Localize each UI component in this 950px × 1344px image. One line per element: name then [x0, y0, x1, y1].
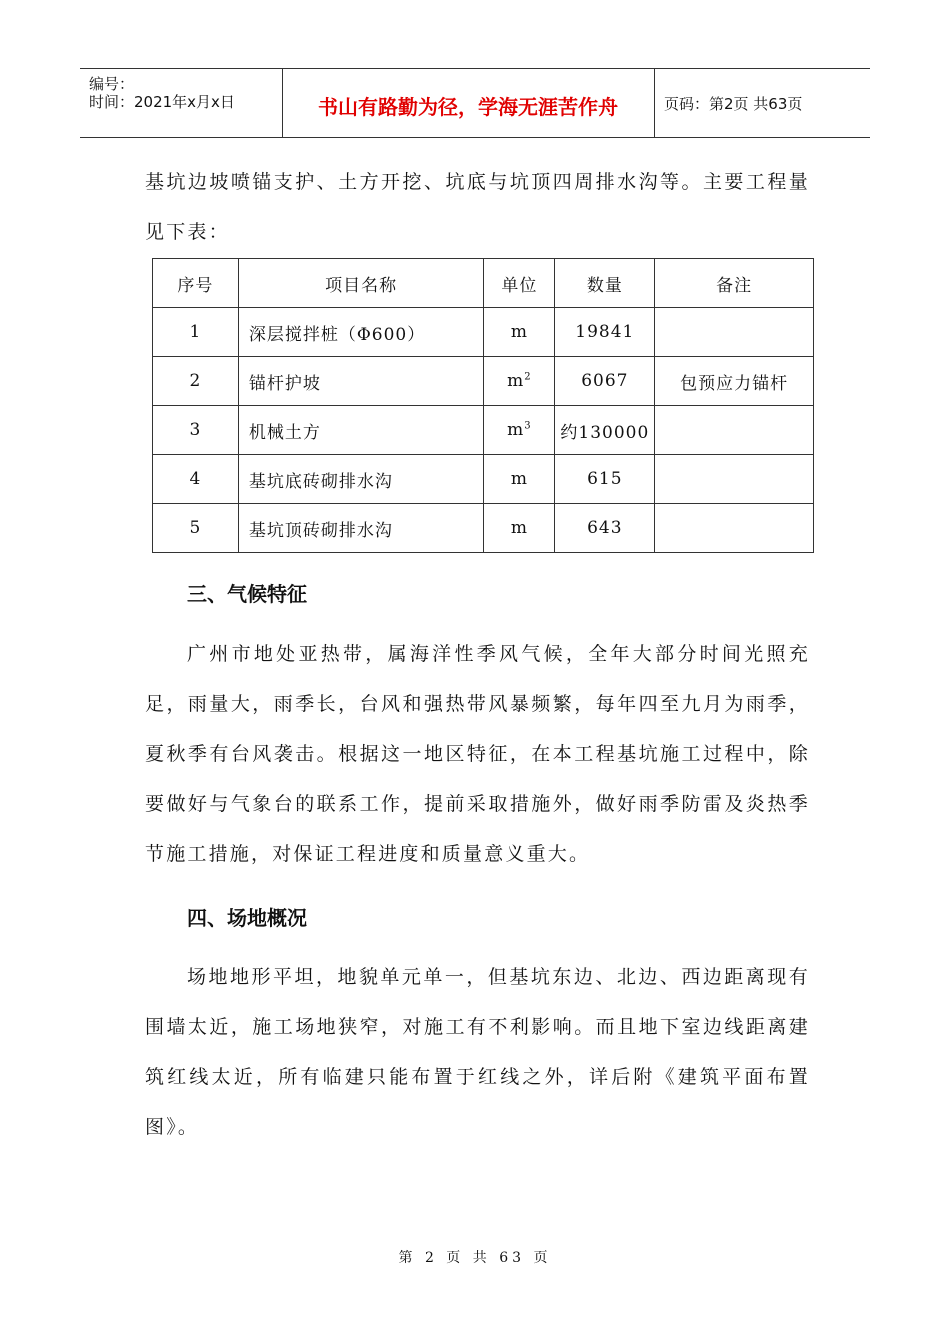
- cell-qty: 6067: [555, 357, 655, 406]
- header-meta-cell: [80, 69, 283, 137]
- cell-qty: 19841: [555, 308, 655, 357]
- col-header-name: 项目名称: [238, 259, 484, 308]
- table-row: [153, 308, 814, 357]
- doc-number-label: 编号：: [89, 75, 135, 93]
- table-row: [153, 504, 814, 553]
- cell-name: 锚杆护坡: [238, 357, 484, 406]
- cell-name: 基坑底砖砌排水沟: [238, 455, 484, 504]
- quantity-table: [152, 258, 814, 553]
- col-header-unit: 单位: [484, 259, 555, 308]
- cell-note: [655, 455, 814, 504]
- page-footer: 第 2 页 共 63 页: [398, 1250, 552, 1266]
- cell-no: 2: [153, 357, 239, 406]
- cell-no: 3: [153, 406, 239, 455]
- cell-no: 5: [153, 504, 239, 553]
- cell-name: 深层搅拌桩（Φ600）: [238, 308, 484, 357]
- cell-qty: 约130000: [555, 406, 655, 455]
- time-label: 时间：2021年x月x日: [89, 93, 235, 111]
- cell-no: 1: [153, 308, 239, 357]
- table-row: [153, 357, 814, 406]
- table-header-row: [153, 259, 814, 308]
- cell-qty: 643: [555, 504, 655, 553]
- header-motto-cell: [282, 69, 655, 137]
- col-header-note: 备注: [655, 259, 814, 308]
- cell-note: 包预应力锚杆: [655, 357, 814, 406]
- cell-unit: m: [484, 504, 555, 553]
- header-page-cell: [654, 69, 870, 137]
- motto-text: 书山有路勤为径，学海无涯苦作舟: [318, 95, 618, 119]
- cell-qty: 615: [555, 455, 655, 504]
- cell-unit: $m^3$: [484, 406, 555, 455]
- cell-note: [655, 504, 814, 553]
- cell-note: [655, 308, 814, 357]
- cell-unit: m: [484, 455, 555, 504]
- cell-name: 基坑顶砖砌排水沟: [238, 504, 484, 553]
- section-4-heading: 四、场地概况: [187, 906, 307, 930]
- cell-unit: m: [484, 308, 555, 357]
- cell-unit: $m^2$: [484, 357, 555, 406]
- cell-name: 机械土方: [238, 406, 484, 455]
- col-header-qty: 数量: [555, 259, 655, 308]
- section-3-paragraph: 广州市地处亚热带，属海洋性季风气候，全年大部分时间光照充足，雨量大，雨季长，台风和强热带风暴频繁，每年四至九月为雨季，夏秋季有台风袭击。根据这一地区特征，在本工程基坑施工过程中，除要做好与气象台的联系工作，提前采取措施外，做好雨季防雷及炎热季节施工措施，对保证工程进度和质量意义重大。: [145, 643, 810, 865]
- page-header: [80, 68, 870, 138]
- cell-no: 4: [153, 455, 239, 504]
- cell-note: [655, 406, 814, 455]
- section-4-paragraph: 场地地形平坦，地貌单元单一，但基坑东边、北边、西边距离现有围墙太近，施工场地狭窄，对施工有不利影响。而且地下室边线距离建筑红线太近，所有临建只能布置于红线之外，详后附《建筑平面布置图》。: [145, 966, 810, 1138]
- page-number-label: 页码：第2页 共63页: [664, 95, 803, 113]
- col-header-no: 序号: [153, 259, 239, 308]
- table-row: [153, 455, 814, 504]
- intro-paragraph: 基坑边坡喷锚支护、土方开挖、坑底与坑顶四周排水沟等。主要工程量见下表：: [145, 171, 810, 243]
- section-3-heading: 三、气候特征: [187, 582, 307, 606]
- table-row: [153, 406, 814, 455]
